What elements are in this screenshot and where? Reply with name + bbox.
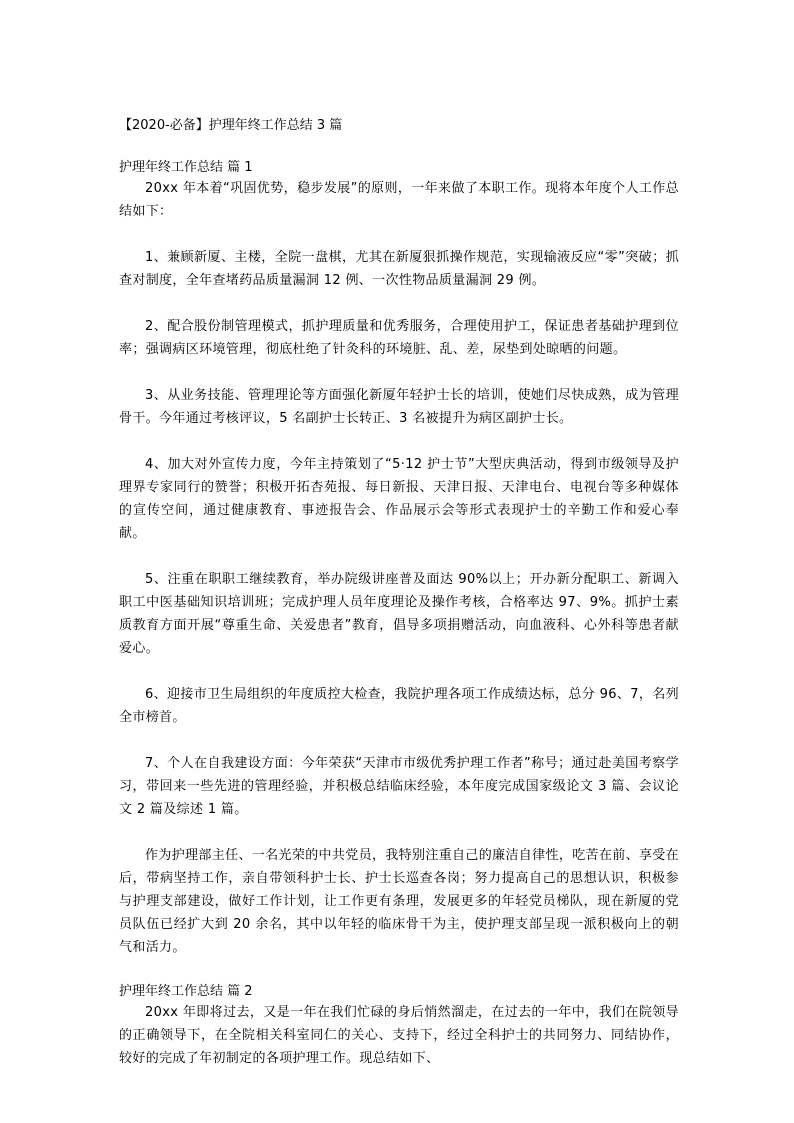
list-item: 5、注重在职职工继续教育，举办院级讲座普及面达 90%以上；开办新分配职工、新调入职工中医基础知识培训班；完成护理人员年度理论及操作考核，合格率达 97、9%。抓护士素质教育方面开展“尊重生命、关爱患者”教育，倡导多项捐赠活动，向血液科、心外科等患者献爱心。 [119, 572, 679, 656]
spacer [119, 959, 679, 982]
spacer [119, 660, 679, 683]
section-2-intro: 20xx 年即将过去，又是一年在我们忙碌的身后悄然溜走，在过去的一年中，我们在院领导的正确领导下，在全院相关科室同仁的关心、支持下，经过全科护士的共同努力、同结协作，较好的完成了年初制定的各项护理工作。现总结如下、 [119, 1005, 679, 1066]
section-1-heading: 护理年终工作总结 篇 1 [119, 160, 253, 175]
spacer [119, 545, 679, 568]
document-title: 【2020-必备】护理年终工作总结 3 篇 [119, 118, 343, 133]
section-1-closing: 作为护理部主任、一名光荣的中共党员，我特别注重自己的廉洁自律性，吃苦在前、享受在后，带病坚持工作，亲自带领科护士长、护士长巡查各岗；努力提高自己的思想认识，积极参与护理支部建设，做好工作计划，让工作更有条理，发展更多的年轻党员梯队，现在新厦的党员队伍已经扩大到 20 余名，其中以年轻的临床骨干为主，使护理支部呈现一派积极向上的朝气和活力。 [119, 848, 680, 955]
spacer [119, 135, 679, 158]
section-1 [119, 158, 679, 959]
section-2-heading: 护理年终工作总结 篇 2 [119, 984, 253, 999]
list-item: 6、迎接市卫生局组织的年度质控大检查，我院护理各项工作成绩达标，总分 96、7，名列全市榜首。 [119, 687, 679, 725]
list-item: 7、个人在自我建设方面：今年荣获“天津市市级优秀护理工作者”称号；通过赴美国考察学习，带回来一些先进的管理经验，并积极总结临床经验，本年度完成国家级论文 3 篇、会议论文 2 篇及综述 1 篇。 [119, 756, 679, 817]
spacer [119, 821, 679, 844]
spacer [119, 361, 679, 384]
section-1-intro: 20xx 年本着“巩固优势，稳步发展”的原则，一年来做了本职工作。现将本年度个人工作总结如下： [119, 181, 679, 219]
list-item: 2、配合股份制管理模式，抓护理质量和优秀服务，合理使用护工，保证患者基础护理到位率；强调病区环境管理，彻底杜绝了针灸科的环境脏、乱、差，尿垫到处晾晒的问题。 [119, 319, 679, 357]
list-item: 3、从业务技能、管理理论等方面强化新厦年轻护士长的培训，使她们尽快成熟，成为管理骨干。今年通过考核评议，5 名副护士长转正、3 名被提升为病区副护士长。 [119, 388, 679, 426]
spacer [119, 430, 679, 453]
document-page [119, 116, 679, 1070]
spacer [119, 729, 679, 752]
list-item: 4、加大对外宣传力度，今年主持策划了“5·12 护士节”大型庆典活动，得到市级领导及护理界专家同行的赞誉；积极开拓杏苑报、每日新报、天津日报、天津电台、电视台等多种媒体的宣传空间，通过健康教育、事迹报告会、作品展示会等形式表现护士的辛勤工作和爱心奉献。 [119, 457, 679, 541]
list-item: 1、兼顾新厦、主楼，全院一盘棋，尤其在新厦狠抓操作规范，实现输液反应“零”突破；抓查对制度，全年查堵药品质量漏洞 12 例、一次性物品质量漏洞 29 例。 [119, 250, 679, 288]
section-2 [119, 982, 679, 1070]
spacer [119, 223, 679, 246]
spacer [119, 292, 679, 315]
